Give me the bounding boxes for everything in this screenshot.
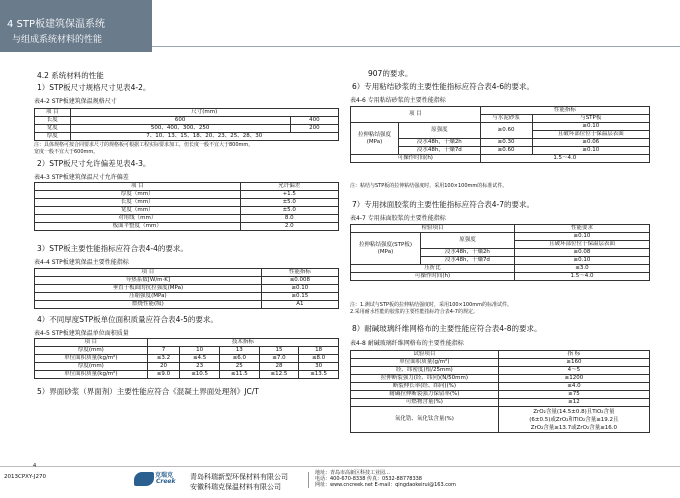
cell: 压折比 <box>351 265 515 273</box>
cell: ≥0.10 <box>514 233 649 241</box>
table-4-2 <box>34 108 339 141</box>
cell: ≥0.10 <box>532 123 649 131</box>
cell: 可操作时间(h) <box>351 273 515 281</box>
cell: 浸水48h，干燥2h <box>421 249 515 257</box>
cell: 厚度(mm) <box>35 347 148 355</box>
cell: 20 <box>147 363 180 371</box>
cell: ≤10.5 <box>180 371 220 379</box>
cell: ≤3.0 <box>514 265 649 273</box>
cell: ≥0.10 <box>261 285 338 293</box>
cell: ≤4.0 <box>498 383 649 391</box>
cell: ≥0.30 <box>480 139 532 147</box>
cell: 厚度(mm) <box>35 363 148 371</box>
para-8: 8）耐碱玻璃纤维网格布的主要性能应符合表4-8的要求。 <box>352 324 542 333</box>
cell: 技术指标 <box>147 339 338 347</box>
cell: 7、10、13、15、18、20、23、25、28、30 <box>70 133 338 141</box>
cell: 4～5 <box>498 367 649 375</box>
cell: 18 <box>299 347 339 355</box>
cell: ≤0.008 <box>261 277 338 285</box>
cell: A1 <box>261 301 338 309</box>
cell: ≤3.2 <box>147 355 180 363</box>
page-number: 4 <box>33 463 37 469</box>
cell: 且破坏部位位于保温层表面 <box>514 241 649 249</box>
cell: 1.5～4.0 <box>480 155 649 163</box>
para-5: 5）界面砂浆（界面剂）主要性能应符合《混凝土界面处理剂》JC/T <box>37 387 259 396</box>
cell: 600 <box>70 117 290 125</box>
cell: ≥0.10 <box>532 147 649 155</box>
cell: 宽度 <box>35 125 71 133</box>
cell: 燃烧性能(级) <box>35 301 262 309</box>
table-4-2-caption: 表4-2 STP板建筑保温规格尺寸 <box>34 98 117 105</box>
cell: 长度 <box>35 117 71 125</box>
cell: 可燃物含量(%) <box>351 399 499 407</box>
cell: ≤11.5 <box>219 371 259 379</box>
cell: 8.0 <box>240 215 338 223</box>
cell: 与水泥砂浆 <box>480 115 532 123</box>
doc-code: 2013CPXY-J270 <box>4 474 47 480</box>
footer-divider <box>308 472 309 488</box>
cell: 允许偏差 <box>240 183 338 191</box>
table-4-6-caption: 表4-6 专用粘结砂浆的主要性能指标 <box>350 97 446 104</box>
cell: 压缩强度(MPa) <box>35 293 262 301</box>
cell: 氧化锆、氧化钛含量(%) <box>351 407 499 433</box>
table-4-4-caption: 表4-4 STP板建筑保温主要性能指标 <box>34 259 129 266</box>
logo-en: Creek <box>156 478 176 485</box>
cell: 性能要求 <box>514 225 649 233</box>
cell: ±5.0 <box>240 199 338 207</box>
cell: ≥0.10 <box>514 257 649 265</box>
cell: 对角线（mm） <box>35 215 241 223</box>
table-4-7-note: 注：1.测试与STP板的拉伸粘结强度时，采用100×100mm的标准试件。 2.采用耐水性能的胶浆的主要性能指标符合表4-7的规定。 <box>350 302 513 315</box>
cell: 厚度 <box>35 133 71 141</box>
cell: 宽度（mm） <box>35 207 241 215</box>
para-4: 4）不同厚度STP板单位面积质量应符合表4-5的要求。 <box>37 315 218 324</box>
cell: 25 <box>219 363 259 371</box>
table-4-3 <box>34 182 339 231</box>
cell: ±5.0 <box>240 207 338 215</box>
cell: ≥0.60 <box>480 123 532 139</box>
table-4-2-note: 注：具体规格可按合同要求尺寸的规格板可根据工程实际要求加工，但长度一般不宜大于800mm， 宽度一般不宜大于600mm。 <box>34 142 254 155</box>
cell: 耐碱拉伸断裂强力保留率(%) <box>351 391 499 399</box>
cell: 23 <box>180 363 220 371</box>
table-4-7 <box>350 224 650 281</box>
cell: 性能指标 <box>261 269 338 277</box>
cell: ≤9.0 <box>147 371 180 379</box>
cell: ≤7.0 <box>259 355 299 363</box>
cell: 单位面积质量(g/m²) <box>351 359 499 367</box>
cell: ≤8.0 <box>299 355 339 363</box>
cell: 13 <box>219 347 259 355</box>
table-4-6 <box>350 106 650 163</box>
logo-cn: 克瑞克 <box>155 472 174 479</box>
section-heading: 4.2 系统材料的性能 <box>37 71 104 80</box>
cell: 浸水48h，干燥7d <box>399 147 481 155</box>
cell: 28 <box>259 363 299 371</box>
cell: ≤12.5 <box>259 371 299 379</box>
section-header-line2: 与组成系统材料的性能 <box>12 35 103 45</box>
cell: 长度（mm） <box>35 199 241 207</box>
cell: 板面平整度（mm） <box>35 223 241 231</box>
cell: 7 <box>147 347 180 355</box>
cell: 经、纬密度(根/25mm) <box>351 367 499 375</box>
cell: 30 <box>299 363 339 371</box>
cell: 可操作时间(h) <box>351 155 481 163</box>
para-3: 3）STP板主要性能指标应符合表4-4的要求。 <box>37 244 188 253</box>
cell: 拉伸断裂强力(经、纬向)(N/50mm) <box>351 375 499 383</box>
para-7: 7）专用抹面胶浆的主要性能指标应符合表4-7的要求。 <box>352 200 535 209</box>
table-4-7-caption: 表4-7 专用抹面胶浆的主要性能指标 <box>350 215 446 222</box>
cell: 拉伸粘结强度(MPa) <box>351 123 399 155</box>
cell: ≤13.5 <box>299 371 339 379</box>
section-header-line1: 4 STP板建筑保温系统 <box>7 19 106 30</box>
table-4-3-caption: 表4-3 STP板建筑保温尺寸允许偏差 <box>34 174 129 181</box>
contact-info: 地址：青岛市高新区科技工业园… 电话：400-670-8338 传真：0532-88778338 网址：www.cncreek.net E-mail：qingdaokeirui@163.com <box>315 470 456 488</box>
para-1: 1）STP板尺寸规格尺寸见表4-2。 <box>37 83 151 92</box>
cell: 检验项目 <box>351 225 515 233</box>
cell: ≥12 <box>498 399 649 407</box>
creek-logo-icon <box>134 472 154 486</box>
cell: 项 目 <box>35 183 241 191</box>
cell: 厚度（mm） <box>35 191 241 199</box>
cell: 导热系数[W/m·K] <box>35 277 262 285</box>
table-4-4 <box>34 268 339 309</box>
cell: 200 <box>290 125 338 133</box>
cell: 且破坏部位位于保温层表面 <box>532 131 649 139</box>
cell: 浸水48h，干燥7d <box>421 257 515 265</box>
cell: 断裂伸长率(经、纬向)(%) <box>351 383 499 391</box>
table-4-5-caption: 表4-5 STP板建筑保温单位面积质量 <box>34 330 129 337</box>
cell: ≥0.15 <box>261 293 338 301</box>
cell: 400 <box>290 117 338 125</box>
para-r0: 907的要求。 <box>368 69 413 78</box>
cell: ≤6.0 <box>219 355 259 363</box>
cell: 10 <box>180 347 220 355</box>
header-divider <box>152 46 680 47</box>
cell: 项 目 <box>35 269 262 277</box>
cell: 性能指标 <box>480 107 649 115</box>
cell: 尺寸(mm) <box>70 109 338 117</box>
cell: ≥1200 <box>498 375 649 383</box>
cell: 15 <box>259 347 299 355</box>
cell: 单位面积质量(kg/m²) <box>35 355 148 363</box>
cell: 1.5～4.0 <box>514 273 649 281</box>
cell: ≤4.5 <box>180 355 220 363</box>
table-4-6-note: 注：粘结与STP板的拉伸粘结强度时，采用100×100mm的标准试件。 <box>350 183 508 189</box>
cell: 项 目 <box>351 107 481 123</box>
cell: 原强度 <box>399 123 481 139</box>
cell: ≥0.06 <box>532 139 649 147</box>
cell: 与STP板 <box>532 115 649 123</box>
cell: ≥0.60 <box>480 147 532 155</box>
cell: ≥75 <box>498 391 649 399</box>
table-4-8: 试验项目 指 标 单位面积质量(g/m²) ≥160 经、纬密度(根/25mm) 4～5 拉伸断裂强力(经、纬向)(N/50mm) ≥1200 断裂伸长率(经、纬向)(%) ≤4.0 耐碱拉伸断裂强力保留率(%) ≥75 可燃物含量(%) ≥12 氧化锆、氧化钛含量(%) ZrO₂含量(14.5±0.8)且TiO₂含量 (6±0.5)或ZrO₂和TiO₂含量≥19.2且 ZrO₂含量≥13.7或ZrO₂含量≥16.0 <box>350 350 650 433</box>
table-4-5 <box>34 338 339 379</box>
para-2: 2）STP板尺寸允许偏差见表4-3。 <box>37 159 151 168</box>
cell: 拉伸粘结强度(STP板)(MPa) <box>351 233 421 265</box>
cell: 2.0 <box>240 223 338 231</box>
cell: 指 标 <box>498 351 649 359</box>
cell: 单位面积质量(kg/m²) <box>35 371 148 379</box>
cell: 试验项目 <box>351 351 499 359</box>
cell: 500、400、300、250 <box>70 125 290 133</box>
cell: 项 目 <box>35 109 71 117</box>
cell: 原强度 <box>421 233 515 249</box>
cell: ≥0.08 <box>514 249 649 257</box>
para-6: 6）专用粘结砂浆的主要性能指标应符合表4-6的要求。 <box>352 82 535 91</box>
table-4-8-caption: 表4-8 耐碱玻璃纤维网格布的主要性能指标 <box>350 340 464 347</box>
company-names: 青岛科瑞新型环保材料有限公司 安徽科瑞克保温材料有限公司 <box>190 473 288 491</box>
cell: +1.5 <box>240 191 338 199</box>
cell: 浸水48h，干燥2h <box>399 139 481 147</box>
cell: 垂直于板面的抗拉强度(MPa) <box>35 285 262 293</box>
cell: ≥160 <box>498 359 649 367</box>
cell: 项 目 <box>35 339 148 347</box>
